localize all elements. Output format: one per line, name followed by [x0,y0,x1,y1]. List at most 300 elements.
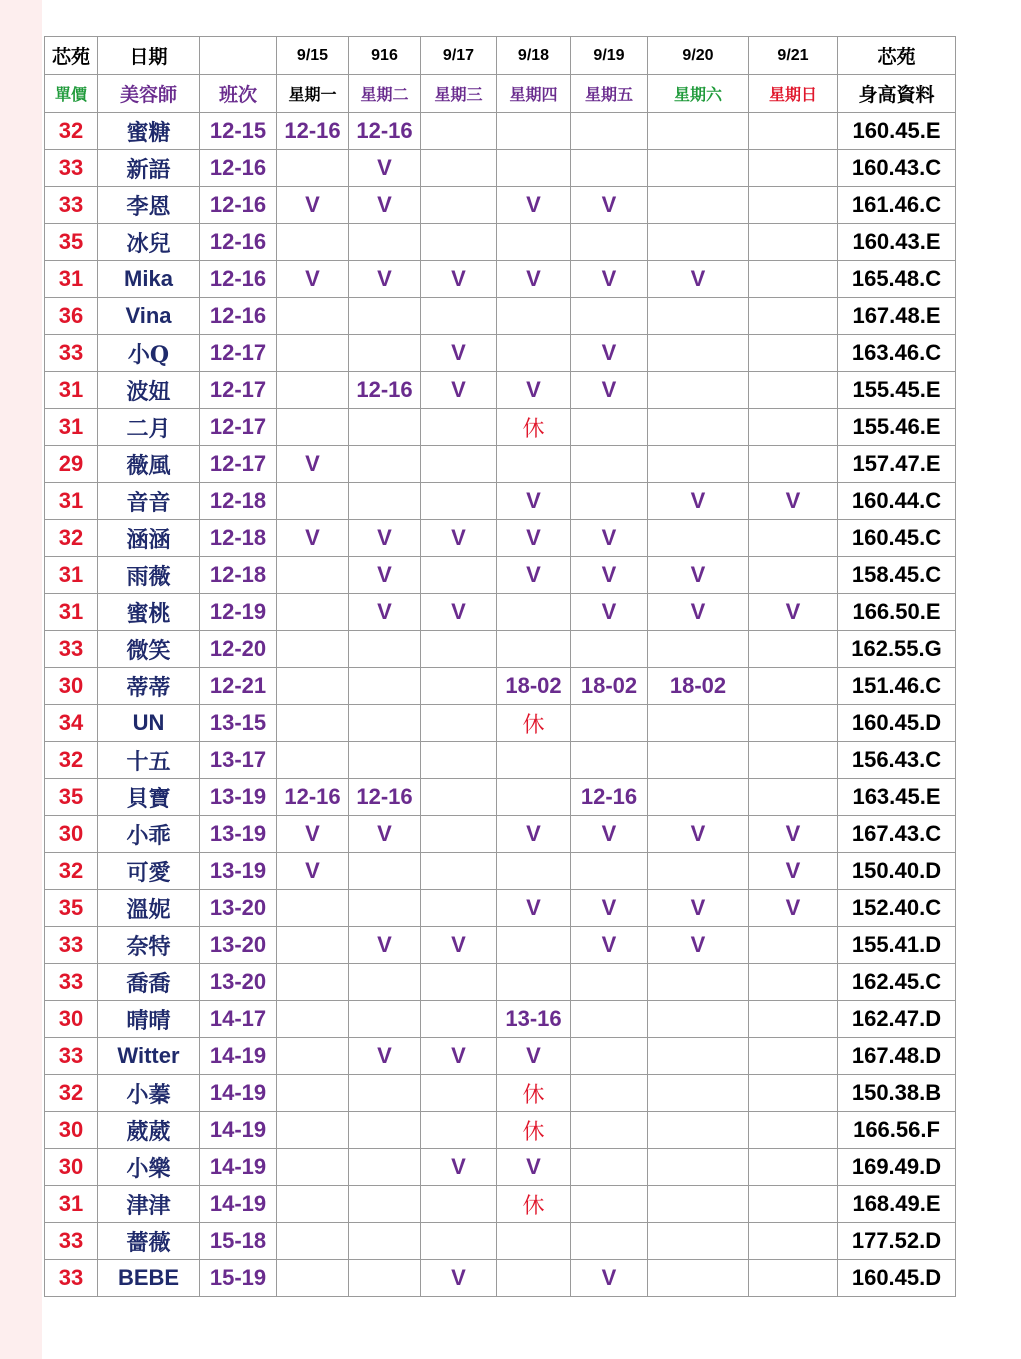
day-cell-4: 休 [497,705,571,742]
day-cell-6: V [648,261,749,298]
price-label: 單價 [45,75,98,113]
day-cell-3 [421,890,497,927]
shift-cell: 12-16 [200,298,277,335]
shift-cell: 14-19 [200,1112,277,1149]
header-row-dates [45,37,956,75]
shift-cell: 13-20 [200,927,277,964]
price-cell: 30 [45,1112,98,1149]
day-cell-6 [648,1038,749,1075]
day-cell-3 [421,631,497,668]
shift-cell: 12-16 [200,150,277,187]
day-cell-7 [749,1075,838,1112]
day-cell-4: V [497,483,571,520]
price-cell: 33 [45,631,98,668]
shift-cell: 12-16 [200,187,277,224]
day-cell-4 [497,779,571,816]
day-cell-1 [277,298,349,335]
day-cell-4: V [497,816,571,853]
day-cell-5: V [571,594,648,631]
day-cell-1 [277,631,349,668]
day-cell-6 [648,113,749,150]
height-data-cell: 160.45.C [838,520,956,557]
day-cell-5: V [571,557,648,594]
height-data-cell: 167.48.E [838,298,956,335]
day-cell-4: V [497,187,571,224]
day-cell-3 [421,557,497,594]
day-cell-5 [571,1223,648,1260]
height-data-cell: 155.45.E [838,372,956,409]
day-cell-3 [421,446,497,483]
left-margin-strip [0,0,42,1359]
day-cell-5 [571,1186,648,1223]
date-label: 日期 [98,37,200,75]
day-cell-2 [349,1075,421,1112]
price-cell: 33 [45,335,98,372]
day-cell-7 [749,1112,838,1149]
day-cell-5 [571,853,648,890]
day-cell-3 [421,1112,497,1149]
day-cell-2 [349,224,421,261]
day-cell-4 [497,1260,571,1297]
table-row [45,594,956,631]
price-cell: 34 [45,705,98,742]
day-cell-5 [571,631,648,668]
date-header-4: 9/18 [497,37,571,75]
day-cell-7: V [749,483,838,520]
day-cell-3 [421,705,497,742]
stylist-name-cell: 小Q [98,335,200,372]
table-row [45,224,956,261]
day-cell-4: V [497,372,571,409]
day-cell-2 [349,1001,421,1038]
stylist-name-cell: 喬喬 [98,964,200,1001]
table-row [45,446,956,483]
stylist-name-cell: Vina [98,298,200,335]
day-cell-4 [497,224,571,261]
date-header-7: 9/21 [749,37,838,75]
day-cell-5: 18-02 [571,668,648,705]
table-row [45,631,956,668]
day-cell-5 [571,705,648,742]
weekday-header-4: 星期四 [497,75,571,113]
day-cell-4: V [497,1038,571,1075]
day-cell-5 [571,964,648,1001]
day-cell-4: V [497,520,571,557]
day-cell-1: V [277,261,349,298]
day-cell-1 [277,1075,349,1112]
day-cell-6: V [648,483,749,520]
day-cell-2 [349,483,421,520]
price-cell: 31 [45,557,98,594]
day-cell-3 [421,1001,497,1038]
price-cell: 29 [45,446,98,483]
day-cell-1 [277,335,349,372]
day-cell-6 [648,150,749,187]
day-cell-6 [648,1149,749,1186]
day-cell-5 [571,150,648,187]
day-cell-7 [749,1038,838,1075]
stylist-name-cell: 涵涵 [98,520,200,557]
day-cell-1 [277,742,349,779]
day-cell-2 [349,1260,421,1297]
day-cell-1 [277,594,349,631]
day-cell-7 [749,927,838,964]
day-cell-4: V [497,261,571,298]
day-cell-6 [648,335,749,372]
schedule-table [44,36,956,1297]
day-cell-6: V [648,890,749,927]
day-cell-2 [349,446,421,483]
price-cell: 33 [45,187,98,224]
stylist-name-cell: 二月 [98,409,200,446]
day-cell-2 [349,298,421,335]
day-cell-2 [349,1112,421,1149]
day-cell-5: V [571,335,648,372]
height-data-cell: 151.46.C [838,668,956,705]
table-row [45,779,956,816]
stylist-name-cell: 小乖 [98,816,200,853]
day-cell-3: V [421,594,497,631]
day-cell-2 [349,1149,421,1186]
day-cell-6 [648,853,749,890]
shift-cell: 15-19 [200,1260,277,1297]
day-cell-1 [277,150,349,187]
day-cell-2 [349,631,421,668]
day-cell-6: V [648,927,749,964]
day-cell-7 [749,372,838,409]
day-cell-3 [421,1223,497,1260]
day-cell-6 [648,1001,749,1038]
price-cell: 35 [45,779,98,816]
stylist-name-cell: BEBE [98,1260,200,1297]
day-cell-4: 休 [497,1075,571,1112]
price-cell: 31 [45,594,98,631]
shift-cell: 13-20 [200,890,277,927]
day-cell-7 [749,1260,838,1297]
price-cell: 30 [45,668,98,705]
shift-cell: 12-18 [200,557,277,594]
price-cell: 32 [45,520,98,557]
day-cell-1 [277,483,349,520]
day-cell-6: V [648,816,749,853]
day-cell-3: V [421,261,497,298]
day-cell-3: V [421,1149,497,1186]
day-cell-6 [648,1112,749,1149]
table-row [45,261,956,298]
shift-cell: 12-18 [200,483,277,520]
day-cell-5: V [571,261,648,298]
day-cell-2 [349,668,421,705]
day-cell-4 [497,335,571,372]
day-cell-5 [571,446,648,483]
day-cell-6 [648,446,749,483]
table-row [45,1223,956,1260]
day-cell-3 [421,150,497,187]
table-row [45,520,956,557]
shift-cell: 14-19 [200,1038,277,1075]
day-cell-4 [497,631,571,668]
day-cell-6 [648,742,749,779]
height-data-cell: 162.45.C [838,964,956,1001]
stylist-name-cell: 可愛 [98,853,200,890]
price-cell: 31 [45,409,98,446]
height-data-cell: 155.46.E [838,409,956,446]
price-cell: 35 [45,890,98,927]
day-cell-2: V [349,557,421,594]
table-row [45,1001,956,1038]
day-cell-3 [421,187,497,224]
day-cell-2: V [349,1038,421,1075]
day-cell-2: V [349,520,421,557]
height-data-cell: 160.45.D [838,1260,956,1297]
day-cell-5: V [571,1260,648,1297]
table-row [45,742,956,779]
day-cell-4 [497,150,571,187]
height-data-cell: 168.49.E [838,1186,956,1223]
day-cell-1 [277,1001,349,1038]
weekday-header-7: 星期日 [749,75,838,113]
day-cell-3 [421,853,497,890]
weekday-header-1: 星期一 [277,75,349,113]
day-cell-4 [497,853,571,890]
day-cell-2 [349,742,421,779]
day-cell-2: V [349,187,421,224]
weekday-header-2: 星期二 [349,75,421,113]
height-data-cell: 150.38.B [838,1075,956,1112]
stylist-name-cell: 奈特 [98,927,200,964]
shift-cell: 12-16 [200,224,277,261]
shift-cell: 12-18 [200,520,277,557]
stylist-name-cell: 小樂 [98,1149,200,1186]
day-cell-6: V [648,557,749,594]
brand-label-right: 芯苑 [838,37,956,75]
date-header-2: 916 [349,37,421,75]
day-cell-3 [421,409,497,446]
height-data-cell: 162.47.D [838,1001,956,1038]
day-cell-1 [277,1223,349,1260]
table-row [45,483,956,520]
table-row [45,1075,956,1112]
day-cell-1: V [277,187,349,224]
date-header-6: 9/20 [648,37,749,75]
day-cell-4 [497,113,571,150]
height-data-cell: 167.48.D [838,1038,956,1075]
table-row [45,705,956,742]
height-data-label: 身高資料 [838,75,956,113]
shift-cell: 13-20 [200,964,277,1001]
day-cell-5 [571,1112,648,1149]
day-cell-1 [277,1112,349,1149]
stylist-name-cell: 新語 [98,150,200,187]
day-cell-4 [497,298,571,335]
price-cell: 30 [45,1149,98,1186]
stylist-name-cell: 蒂蒂 [98,668,200,705]
stylist-name-cell: Mika [98,261,200,298]
height-data-cell: 160.43.E [838,224,956,261]
day-cell-7 [749,557,838,594]
day-cell-7: V [749,816,838,853]
day-cell-3 [421,742,497,779]
day-cell-2 [349,409,421,446]
shift-cell: 13-17 [200,742,277,779]
day-cell-5: 12-16 [571,779,648,816]
stylist-name-cell: 貝寶 [98,779,200,816]
height-data-cell: 166.50.E [838,594,956,631]
day-cell-7 [749,742,838,779]
price-cell: 31 [45,1186,98,1223]
day-cell-6 [648,1075,749,1112]
day-cell-7 [749,224,838,261]
stylist-name-cell: 李恩 [98,187,200,224]
shift-cell: 12-17 [200,409,277,446]
table-row [45,150,956,187]
height-data-cell: 152.40.C [838,890,956,927]
day-cell-5 [571,483,648,520]
day-cell-3: V [421,335,497,372]
day-cell-4: V [497,557,571,594]
day-cell-3: V [421,372,497,409]
table-row [45,113,956,150]
shift-cell: 12-20 [200,631,277,668]
height-data-cell: 166.56.F [838,1112,956,1149]
day-cell-4 [497,742,571,779]
day-cell-4: V [497,1149,571,1186]
day-cell-4: V [497,890,571,927]
day-cell-3 [421,1186,497,1223]
height-data-cell: 167.43.C [838,816,956,853]
stylist-name-cell: Witter [98,1038,200,1075]
shift-label: 班次 [200,75,277,113]
day-cell-1: V [277,853,349,890]
day-cell-5 [571,113,648,150]
day-cell-1 [277,1149,349,1186]
day-cell-4 [497,594,571,631]
day-cell-2 [349,705,421,742]
day-cell-5 [571,298,648,335]
day-cell-7: V [749,853,838,890]
shift-cell: 13-19 [200,816,277,853]
day-cell-1: 12-16 [277,779,349,816]
day-cell-3: V [421,1038,497,1075]
shift-cell: 12-17 [200,446,277,483]
day-cell-2: V [349,594,421,631]
stylist-name-cell: 津津 [98,1186,200,1223]
height-data-cell: 163.45.E [838,779,956,816]
price-cell: 32 [45,853,98,890]
price-cell: 35 [45,224,98,261]
day-cell-3 [421,298,497,335]
height-data-cell: 158.45.C [838,557,956,594]
height-data-cell: 150.40.D [838,853,956,890]
day-cell-7 [749,409,838,446]
stylist-name-cell: 微笑 [98,631,200,668]
day-cell-7 [749,446,838,483]
shift-cell: 12-16 [200,261,277,298]
day-cell-1: V [277,520,349,557]
price-cell: 36 [45,298,98,335]
day-cell-1 [277,1038,349,1075]
day-cell-6 [648,631,749,668]
day-cell-1 [277,1260,349,1297]
day-cell-5 [571,1075,648,1112]
height-data-cell: 160.43.C [838,150,956,187]
day-cell-2: V [349,150,421,187]
table-row [45,964,956,1001]
header-row-labels [45,75,956,113]
stylist-label: 美容師 [98,75,200,113]
day-cell-1 [277,705,349,742]
day-cell-3 [421,964,497,1001]
height-data-cell: 157.47.E [838,446,956,483]
table-row [45,890,956,927]
height-data-cell: 156.43.C [838,742,956,779]
day-cell-1 [277,557,349,594]
day-cell-5: V [571,927,648,964]
stylist-name-cell: 溫妮 [98,890,200,927]
shift-cell: 15-18 [200,1223,277,1260]
day-cell-7 [749,1001,838,1038]
date-header-3: 9/17 [421,37,497,75]
day-cell-4: 休 [497,1186,571,1223]
table-row [45,1186,956,1223]
price-cell: 31 [45,261,98,298]
day-cell-6 [648,1223,749,1260]
day-cell-7 [749,1186,838,1223]
day-cell-3: V [421,1260,497,1297]
day-cell-7 [749,964,838,1001]
day-cell-1: V [277,446,349,483]
day-cell-2: 12-16 [349,779,421,816]
day-cell-1 [277,964,349,1001]
day-cell-6 [648,964,749,1001]
table-row [45,298,956,335]
height-data-cell: 163.46.C [838,335,956,372]
day-cell-5 [571,409,648,446]
day-cell-7 [749,261,838,298]
day-cell-5: V [571,520,648,557]
table-row [45,372,956,409]
day-cell-2 [349,890,421,927]
day-cell-3 [421,668,497,705]
day-cell-3 [421,483,497,520]
stylist-name-cell: 小蓁 [98,1075,200,1112]
date-header-5: 9/19 [571,37,648,75]
price-cell: 33 [45,1038,98,1075]
weekday-header-5: 星期五 [571,75,648,113]
shift-cell: 13-19 [200,853,277,890]
shift-cell: 12-15 [200,113,277,150]
stylist-name-cell: 晴晴 [98,1001,200,1038]
day-cell-3 [421,1075,497,1112]
shift-cell: 14-19 [200,1075,277,1112]
height-data-cell: 155.41.D [838,927,956,964]
day-cell-6 [648,372,749,409]
stylist-name-cell: 波妞 [98,372,200,409]
day-cell-5: V [571,890,648,927]
day-cell-7: V [749,890,838,927]
day-cell-6: 18-02 [648,668,749,705]
day-cell-7 [749,705,838,742]
day-cell-4: 13-16 [497,1001,571,1038]
day-cell-2 [349,964,421,1001]
day-cell-7 [749,298,838,335]
day-cell-7 [749,187,838,224]
table-row [45,1112,956,1149]
day-cell-6 [648,520,749,557]
day-cell-4 [497,964,571,1001]
price-cell: 33 [45,150,98,187]
height-data-cell: 162.55.G [838,631,956,668]
